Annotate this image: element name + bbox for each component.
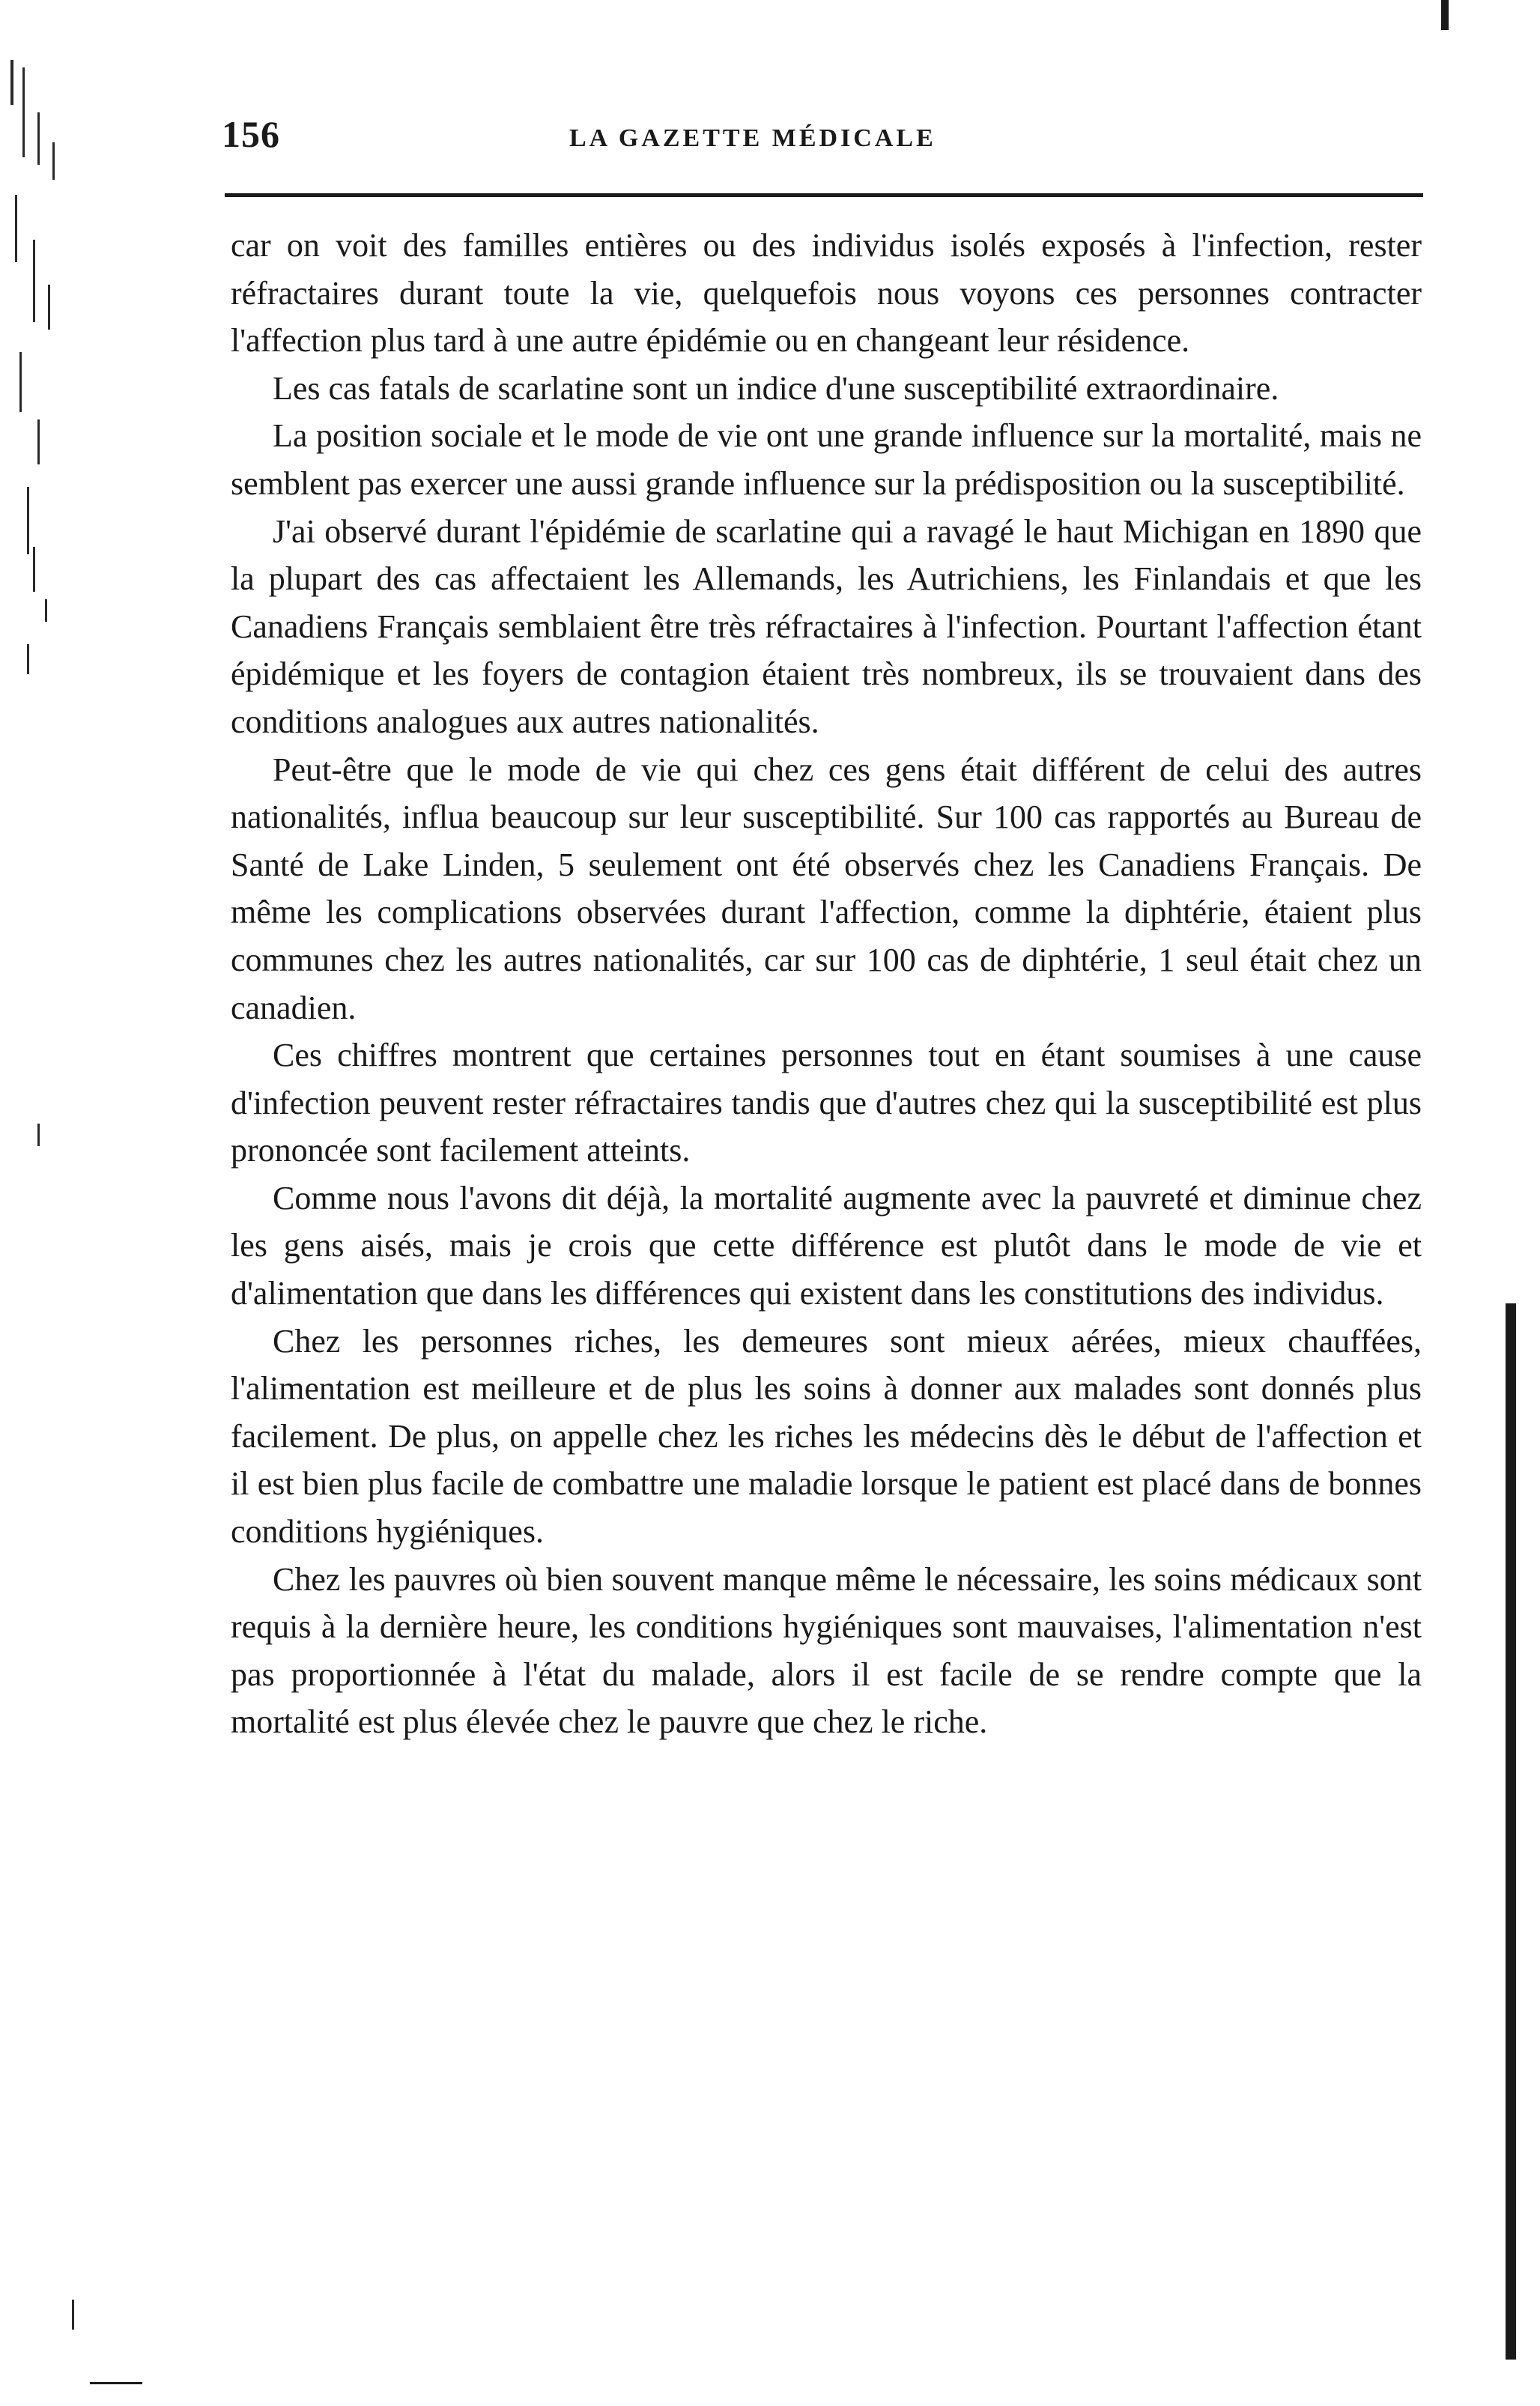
scan-artifact-top — [1441, 0, 1449, 30]
scan-artifact — [48, 285, 50, 330]
scan-artifact — [37, 1124, 40, 1146]
paragraph: car on voit des familles entières ou des individus isolés exposés à l'infection, rester réfractaires durant toute la vie, quelquefois nous voyons ces personnes contracter l'affection plus tard à une autre épidémie ou en changeant leur résidence. — [231, 227, 1422, 360]
scan-artifact — [72, 2300, 74, 2330]
paragraph: J'ai observé durant l'épidémie de scarlatine qui a ravagé le haut Michigan en 1890 que la plupart des cas affectaient les Allemands, les Autrichiens, les Finlandais et que les Canadiens Français semblaient être très réfractaires à l'infection. Pourtant l'affection étant épidémique et les foyers de contagion étaient très nombreux, ils se trouvaient dans des conditions analogues aux autres nationalités. — [231, 512, 1422, 740]
scan-artifact — [52, 142, 55, 180]
paragraph: Les cas fatals de scarlatine sont un indice d'une susceptibilité extraordinaire. — [273, 369, 1279, 407]
paragraph: Comme nous l'avons dit déjà, la mortalité augmente avec la pauvreté et diminue chez les gens aisés, mais je crois que cette différence est plutôt dans le mode de vie et d'alimentation que dans les différences qui existent dans les constitutions des individus. — [231, 1179, 1422, 1312]
body-text — [231, 222, 1422, 1746]
scan-artifact — [10, 60, 13, 105]
scan-artifact — [37, 419, 40, 464]
scan-artifact-bottom — [90, 2382, 142, 2384]
paragraph: La position sociale et le mode de vie ont une grande influence sur la mortalité, mais ne semblent pas exercer une aussi grande influence sur la prédisposition ou la susceptibilité. — [231, 417, 1422, 502]
scan-artifact — [33, 240, 35, 322]
scan-artifact — [27, 644, 29, 674]
header-rule — [225, 193, 1423, 197]
paragraph: Chez les pauvres où bien souvent manque même le nécessaire, les soins médicaux sont requis à la dernière heure, les conditions hygiéniques sont mauvaises, l'alimentation n'est pas proportionnée à l'état du malade, alors il est facile de se rendre compte que la mortalité est plus élevée chez le pauvre que chez le riche. — [231, 1560, 1422, 1741]
scan-artifact — [37, 112, 40, 165]
scan-artifact — [45, 599, 47, 622]
running-title: LA GAZETTE MÉDICALE — [569, 124, 936, 152]
paragraph: Ces chiffres montrent que certaines personnes tout en étant soumises à une cause d'infection peuvent rester réfractaires tandis que d'autres chez qui la susceptibilité est plus prononcée sont facilement atteints. — [231, 1037, 1422, 1169]
scan-artifact — [22, 67, 25, 157]
scan-artifact — [15, 195, 17, 262]
paragraph: Chez les personnes riches, les demeures sont mieux aérées, mieux chauffées, l'alimentation est meilleure et de plus les soins à donner aux malades sont donnés plus facilement. De plus, on appelle chez les riches les médecins dès le début de l'affection et il est bien plus facile de combattre une maladie lorsque le patient est placé dans de bonnes conditions hygiéniques. — [231, 1322, 1422, 1551]
scan-artifact-right-edge — [1506, 1303, 1516, 2360]
page-number: 156 — [222, 113, 280, 155]
scan-artifact — [33, 547, 35, 592]
paragraph: Peut-être que le mode de vie qui chez ces gens était différent de celui des autres nationalités, influa beaucoup sur leur susceptibilité. Sur 100 cas rapportés au Bureau de Santé de Lake Linden, 5 seulement ont été observés chez les Canadiens Français. De même les complications observées durant l'affection, comme la diphtérie, étaient plus communes chez les autres nationalités, car sur 100 cas de diphtérie, 1 seul était chez un canadien. — [231, 751, 1422, 1026]
scan-artifact — [27, 487, 29, 554]
scan-artifact — [19, 352, 22, 412]
